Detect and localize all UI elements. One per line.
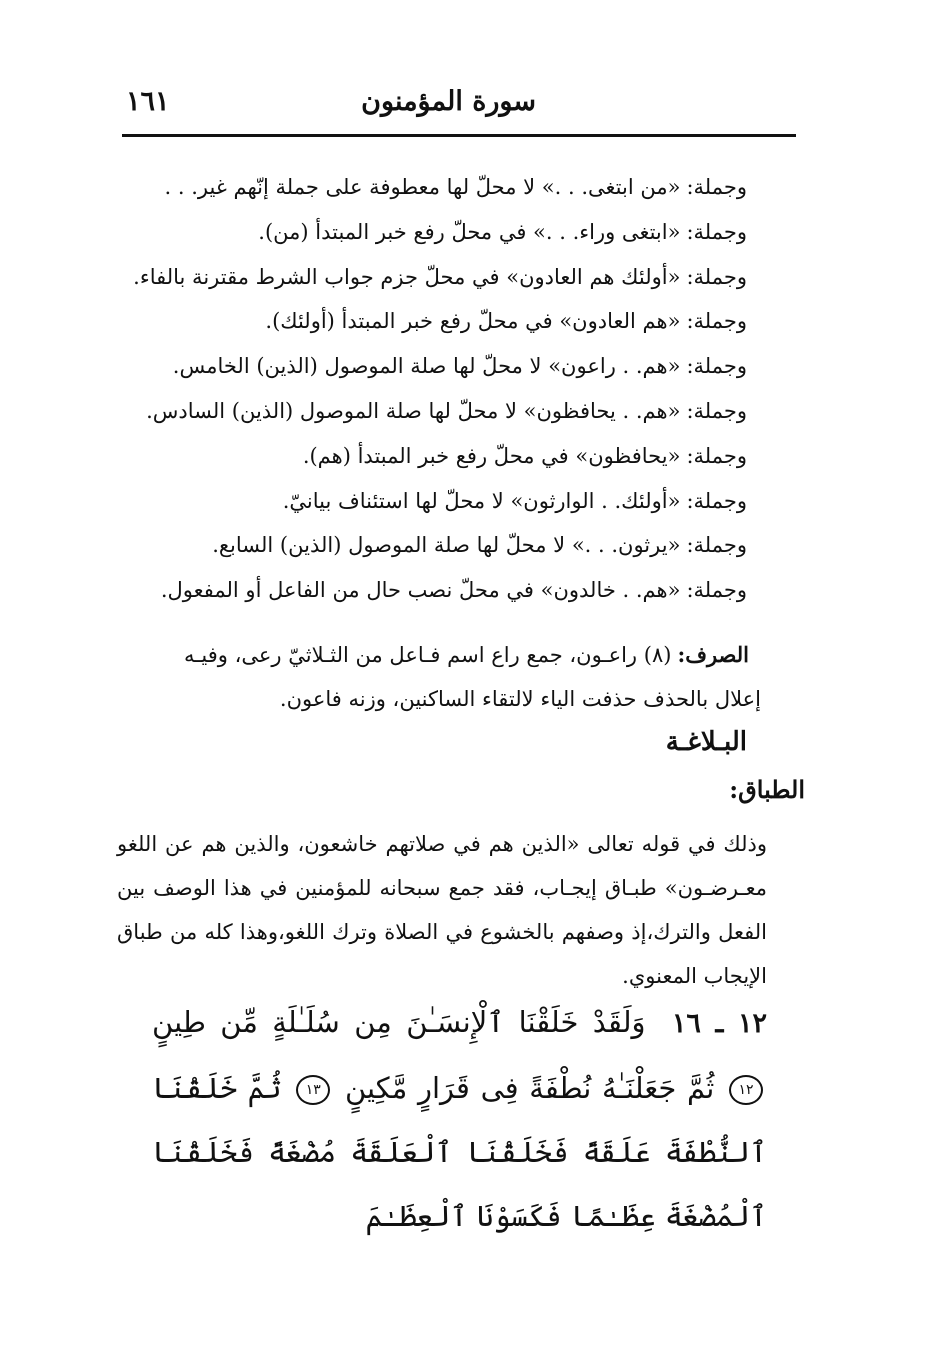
- analysis-line-text: «يحافظون» في محلّ رفع خبر المبتدأ (هم).: [302, 443, 681, 468]
- morphology-line-2: إعلال بالحذف حذفت الياء لالتقاء الساكنين، وزنه فاعون.: [279, 687, 761, 711]
- morphology-section: [89, 633, 761, 721]
- verse-range: ١٢ ـ ١٦: [671, 1008, 767, 1039]
- page-number: ١٦١: [126, 86, 170, 117]
- analysis-line-lead: وجملة:: [686, 219, 747, 244]
- analysis-line-text: «هم العادون» في محلّ رفع خبر المبتدأ (أولئك).: [265, 309, 681, 334]
- ayah-number-marker: ١٣: [296, 1075, 330, 1105]
- analysis-line: [127, 255, 747, 300]
- analysis-line-lead: وجملة:: [686, 309, 747, 334]
- page-header: [120, 86, 796, 134]
- grammatical-analysis-list: [127, 165, 747, 613]
- analysis-line-text: «من ابتغى. . .» لا محلّ لها معطوفة على جملة إنّهم غير. . .: [164, 175, 681, 199]
- analysis-line-lead: وجملة:: [686, 264, 747, 289]
- quran-verses: [152, 990, 767, 1248]
- morphology-line-1: (٨) راعـون، جمع راع اسم فـاعل من الثـلاثيّ رعى، وفيـه: [184, 643, 672, 667]
- analysis-line: [127, 389, 747, 434]
- analysis-line: [127, 479, 747, 524]
- analysis-line: [127, 210, 747, 255]
- analysis-line-text: «هم. . خالدون» في محلّ نصب حال من الفاعل أو المفعول.: [160, 578, 681, 603]
- analysis-line-text: «أولئك. . الوارثون» لا محلّ لها استئناف بيانيّ.: [282, 488, 681, 513]
- antithesis-paragraph: وذلك في قوله تعالى «الذين هم في صلاتهم خاشعون، والذين هم عن اللغو معـرضـون» طبـاق إيجـاب، فقد جمع سبحانه للمؤمنين في هذا الوصف بين الفعل والترك،إذ وصفهم بالخشوع في الصلاة وترك اللغو،وهذا كله من طباق الإيجاب المعنوي.: [117, 832, 767, 988]
- morphology-label: الصرف:: [677, 642, 749, 667]
- analysis-line: [127, 165, 747, 210]
- analysis-line: [127, 299, 747, 344]
- verse-text: ثُمَّ جَعَلْنَـٰهُ نُطْفَةً فِى قَرَارٍ مَّكِينٍ: [344, 1071, 715, 1105]
- analysis-line: [127, 523, 747, 568]
- analysis-line-text: «ابتغى وراء. . .» في محلّ رفع خبر المبتدأ (من).: [258, 219, 681, 244]
- analysis-line-lead: وجملة:: [686, 398, 747, 423]
- analysis-line-text: «هم. . راعون» لا محلّ لها صلة الموصول (الذين) الخامس.: [172, 354, 681, 379]
- analysis-line-lead: وجملة:: [686, 533, 747, 558]
- ayah-number-marker: ١٢: [729, 1075, 763, 1105]
- analysis-line-lead: وجملة:: [686, 175, 747, 199]
- antithesis-subheading: الطباق:: [729, 775, 805, 804]
- rhetoric-heading: البـلاغـة: [665, 727, 747, 757]
- verse-text: ثُمَّ خَلَقْنَا ٱلنُّطْفَةَ عَلَقَةً فَخَلَقْنَا ٱلْعَلَقَةَ مُضْغَةً فَخَلَقْنَا ٱلْمُضْغَةَ عِظَـٰمًا فَكَسَوْنَا ٱلْعِظَـٰمَ: [152, 1071, 767, 1233]
- verse-text: وَلَقَدْ خَلَقْنَا ٱلْإِنسَـٰنَ مِن سُلَـٰلَةٍ مِّن طِينٍ: [152, 1005, 646, 1039]
- page-title: سورة المؤمنون: [361, 86, 536, 117]
- analysis-line: [127, 568, 747, 613]
- header-rule: [122, 134, 796, 137]
- analysis-line-lead: وجملة:: [686, 354, 747, 379]
- analysis-line-text: «يرثون. . .» لا محلّ لها صلة الموصول (الذين) السابع.: [212, 533, 681, 558]
- analysis-line: [127, 434, 747, 479]
- analysis-line-lead: وجملة:: [686, 488, 747, 513]
- analysis-line-text: «هم. . يحافظون» لا محلّ لها صلة الموصول (الذين) السادس.: [146, 398, 681, 423]
- analysis-line-lead: وجملة:: [686, 443, 747, 468]
- analysis-line: [127, 344, 747, 389]
- analysis-line-lead: وجملة:: [686, 578, 747, 603]
- analysis-line-text: «أولئك هم العادون» في محلّ جزم جواب الشرط مقترنة بالفاء.: [133, 264, 681, 289]
